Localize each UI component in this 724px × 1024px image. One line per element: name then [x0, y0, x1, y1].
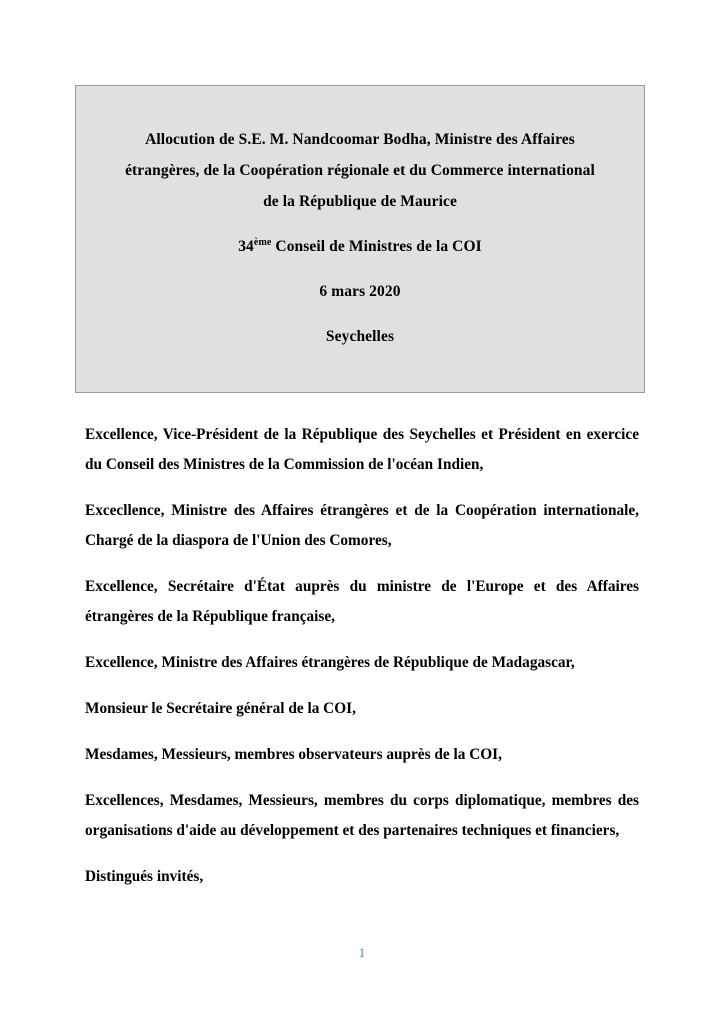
title-line-4 — [104, 231, 616, 262]
title-line-4-prefix: 34 — [238, 238, 254, 255]
title-line-3: de la République de Maurice — [263, 193, 457, 210]
paragraph: Monsieur le Secrétaire général de la COI, — [85, 700, 356, 717]
paragraph: Excellence, Ministre des Affaires étrangères de République de Madagascar, — [85, 654, 575, 671]
title-line-4-suffix: Conseil de Ministres de la COI — [271, 238, 482, 255]
paragraph: Excellences, Mesdames, Messieurs, membres du corps diplomatique, membres des organisations d'aide au développement et des partenaires techniques et financiers, — [85, 792, 639, 839]
page-number: 1 — [358, 946, 366, 960]
title-line-date: 6 mars 2020 — [319, 283, 401, 300]
document-body — [85, 420, 639, 892]
paragraph: Distingués invités, — [85, 868, 204, 885]
title-line-2: étrangères, de la Coopération régionale et du Commerce international — [125, 162, 595, 179]
paragraph: Mesdames, Messieurs, membres observateurs auprès de la COI, — [85, 746, 502, 763]
paragraph: Excecllence, Ministre des Affaires étrangères et de la Coopération internationale, Chargé de la diaspora de l'Union des Comores, — [85, 502, 639, 549]
title-box — [75, 85, 645, 393]
title-line-1: Allocution de S.E. M. Nandcoomar Bodha, Ministre des Affaires — [145, 131, 575, 148]
title-line-4-ordinal: ème — [253, 236, 272, 248]
title-line-location: Seychelles — [325, 328, 395, 345]
paragraph: Excellence, Vice-Président de la République des Seychelles et Président en exercice du Conseil des Ministres de la Commission de l'océan Indien, — [85, 426, 639, 473]
paragraph: Excellence, Secrétaire d'État auprès du ministre de l'Europe et des Affaires étrangères de la République française, — [85, 578, 639, 625]
